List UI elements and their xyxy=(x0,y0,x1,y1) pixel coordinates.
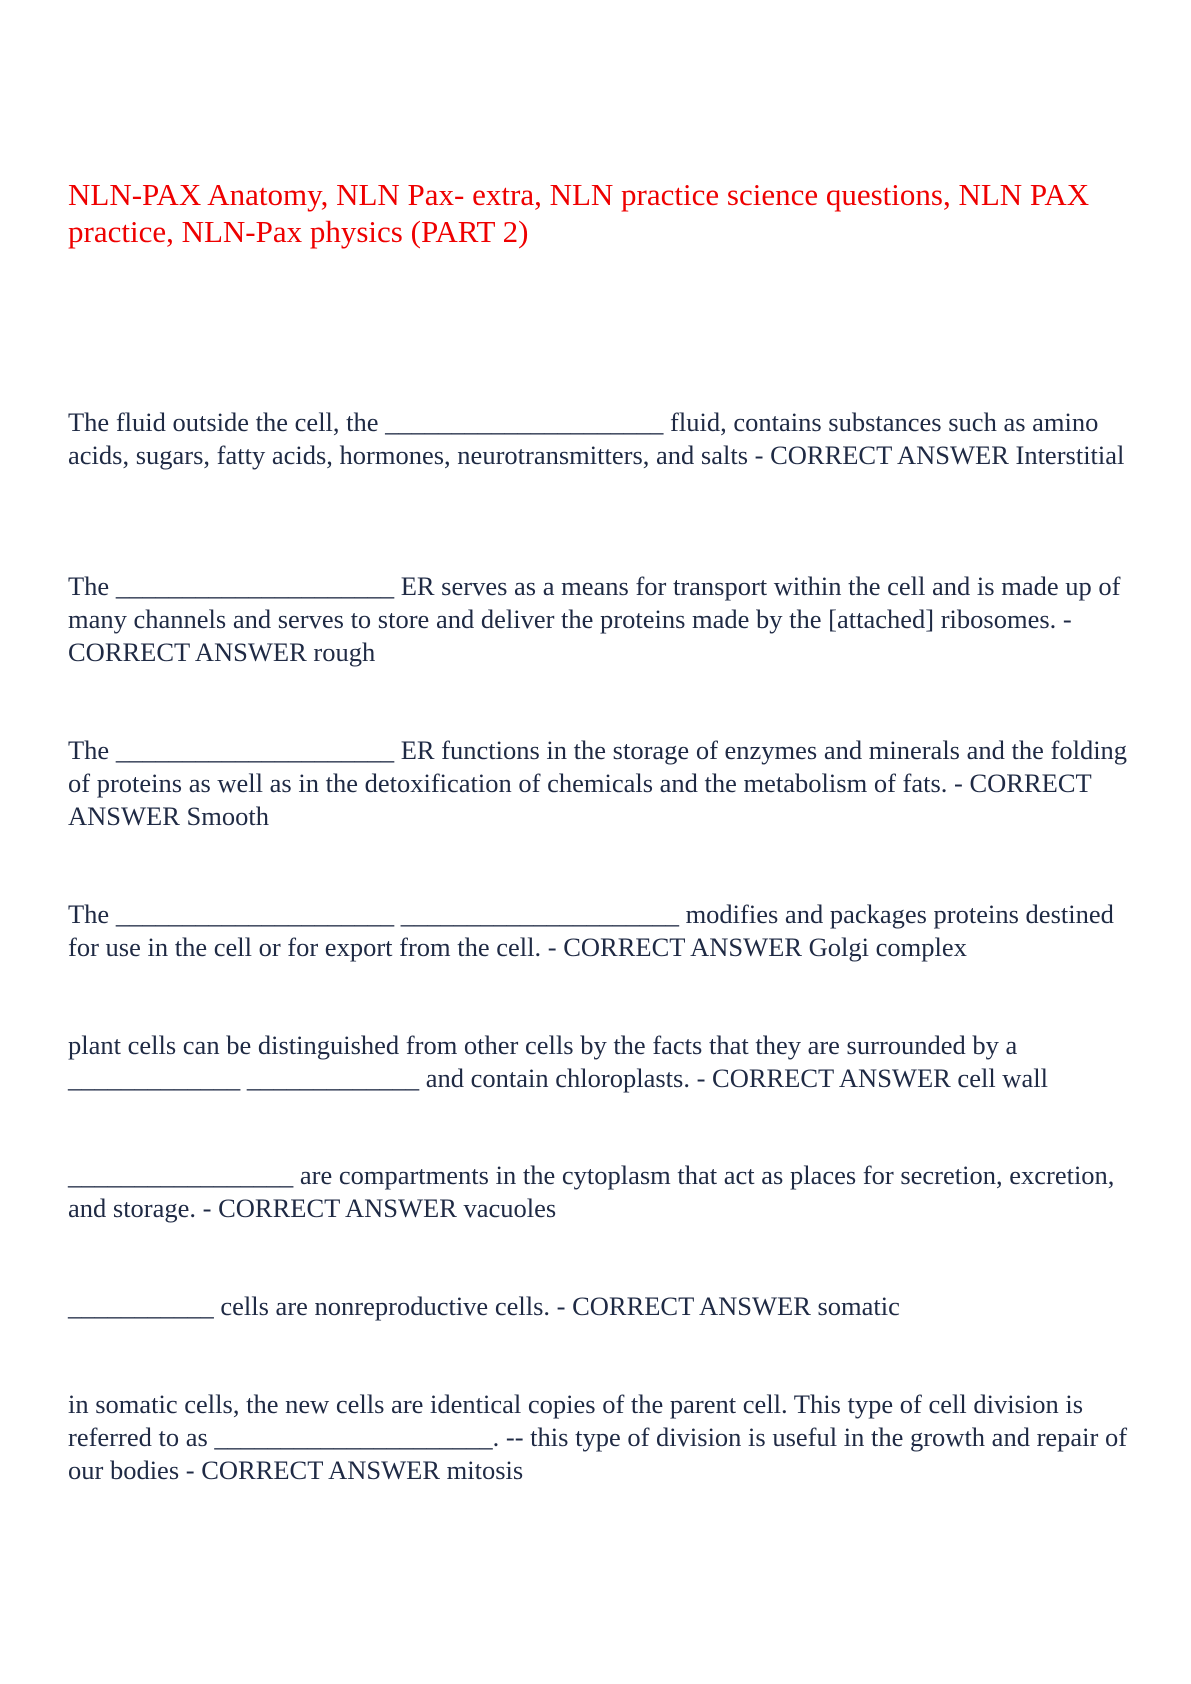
document-title: NLN-PAX Anatomy, NLN Pax- extra, NLN practice science questions, NLN PAX practice, NLN-Pax physics (PART 2) xyxy=(68,177,1090,249)
question-item-smooth-er: The _____________________ ER functions in the storage of enzymes and minerals and the folding of proteins as well as in the detoxification of chemicals and the metabolism of fats. - CORRECT ANSWER Smooth xyxy=(68,735,1128,831)
question-item-mitosis: in somatic cells, the new cells are identical copies of the parent cell. This type of cell division is referred to as _____________________. -- this type of division is useful in the growth and repair of our bodies - CORRECT ANSWER mitosis xyxy=(68,1389,1128,1485)
question-item-somatic: ___________ cells are nonreproductive cells. - CORRECT ANSWER somatic xyxy=(68,1291,900,1321)
question-item-rough-er: The _____________________ ER serves as a means for transport within the cell and is made up of many channels and serves to store and deliver the proteins made by the [attached] ribosomes. - CORRECT ANSWER rough xyxy=(68,571,1121,667)
question-item-vacuoles: _________________ are compartments in the cytoplasm that act as places for secretion, excretion, and storage. - CORRECT ANSWER vacuoles xyxy=(68,1160,1115,1223)
question-item-golgi: The _____________________ _____________________ modifies and packages proteins destined for use in the cell or for export from the cell. - CORRECT ANSWER Golgi complex xyxy=(68,899,1114,962)
question-item-interstitial: The fluid outside the cell, the _____________________ fluid, contains substances such as amino acids, sugars, fatty acids, hormones, neurotransmitters, and salts - CORRECT ANSWER Interstitial xyxy=(68,407,1125,470)
question-item-cell-wall: plant cells can be distinguished from other cells by the facts that they are surrounded by a _____________ _____________ and contain chloroplasts. - CORRECT ANSWER cell wall xyxy=(68,1030,1048,1093)
